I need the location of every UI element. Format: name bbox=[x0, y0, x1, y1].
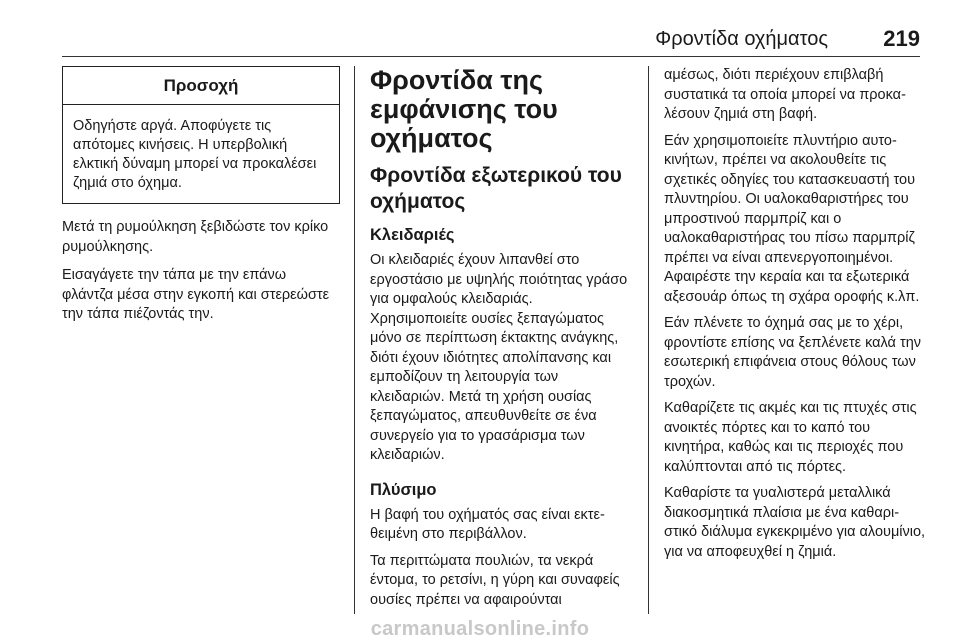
page-number: 219 bbox=[883, 26, 920, 51]
caution-box bbox=[62, 66, 340, 204]
subsection-heading-locks: Κλειδαριές bbox=[370, 226, 455, 244]
paragraph: Η βαφή του οχήματός σας είναι εκτεθειμένη στο περιβάλλον. bbox=[370, 506, 605, 542]
running-title: Φροντίδα οχήματος bbox=[655, 28, 828, 50]
paragraph: Εάν χρησιμοποιείτε πλυντήριο αυτοκινήτων, πρέπει να ακολουθείτε τις σχετικές οδηγίες του κατασκευαστή του πλυντηρίου. Οι υαλοκαθαριστήρες του μπροστινού παρμπρίζ και ο υαλοκαθαριστήρας του πίσω παρμπρίζ πρέπει να είναι απενεργοποιημένοι. Αφαιρέστε την κεραία και τα εξωτερικά αξεσουάρ όπως τη σχάρα οροφής κ.λπ. bbox=[664, 132, 920, 305]
paragraph: Οι κλειδαριές έχουν λιπανθεί στο εργοστάσιο με υψηλής ποιότητας γράσο για ομφαλούς κλειδαριάς. Χρησιμοποιείτε ουσίες ξεπαγώματος μόνο σε περίπτωση έκτακτης ανάγκης, διότι έχουν ιδιότητες απολίπανσης και εμποδίζουν τη λειτουργία των κλειδαριών. Μετά τη χρήση ουσίας ξεπαγώματος, απευθυνθείτε σε ένα συνεργείο για το γρασάρισμα των κλειδαριών. bbox=[370, 252, 628, 463]
column-divider bbox=[354, 66, 355, 614]
caution-title: Προσοχή bbox=[63, 67, 339, 105]
caution-text: Οδηγήστε αργά. Αποφύγετε τις απότομες κινήσεις. Η υπερβολική ελκτική δύναμη μπορεί να προκαλέσει ζημιά στο όχημα. bbox=[73, 118, 317, 191]
paragraph: Εάν πλένετε το όχημά σας με το χέρι, φροντίστε επίσης να ξεπλένετε καλά την εσωτερική επιφάνεια στους θόλους των τροχών. bbox=[664, 315, 922, 390]
paragraph: Εισαγάγετε την τάπα με την επάνω φλάντζα μέσα στην εγκοπή και στερεώστε την τάπα πιέζοντάς την. bbox=[62, 267, 330, 322]
section-heading: Φροντίδα εξωτερικού του οχήματος bbox=[370, 164, 622, 213]
column-middle bbox=[370, 66, 633, 617]
page-header bbox=[62, 26, 920, 57]
column-right bbox=[664, 66, 926, 569]
paragraph: Καθαρίστε τα γυαλιστερά μεταλλικά διακοσμητικά πλαίσια με ένα καθαριστικό διάλυμα εγκεκριμένο για αλουμίνιο, για να αποφευχθεί η ζημιά. bbox=[664, 485, 926, 560]
subsection-heading-washing: Πλύσιμο bbox=[370, 480, 437, 499]
column-divider bbox=[648, 66, 649, 614]
paragraph: Καθαρίζετε τις ακμές και τις πτυχές στις ανοικτές πόρτες και το καπό του κινητήρα, καθώς και τις περιοχές που καλύπτονται από τις πόρτες. bbox=[664, 400, 917, 475]
watermark: carmanualsonline.info bbox=[370, 618, 590, 640]
paragraph: αμέσως, διότι περιέχουν επιβλαβή συστατικά τα οποία μπορεί να προκαλέσουν ζημιά στη βαφή. bbox=[664, 67, 906, 122]
paragraph: Τα περιττώματα πουλιών, τα νεκρά έντομα, το ρετσίνι, η γύρη και συναφείς ουσίες πρέπει να αφαιρούνται bbox=[370, 552, 620, 608]
paragraph: Μετά τη ρυμούλκηση ξεβιδώστε τον κρίκο ρυμούλκησης. bbox=[62, 219, 329, 255]
chapter-heading: Φροντίδα της εμφάνισης του οχήματος bbox=[370, 65, 558, 153]
column-left bbox=[62, 66, 340, 325]
